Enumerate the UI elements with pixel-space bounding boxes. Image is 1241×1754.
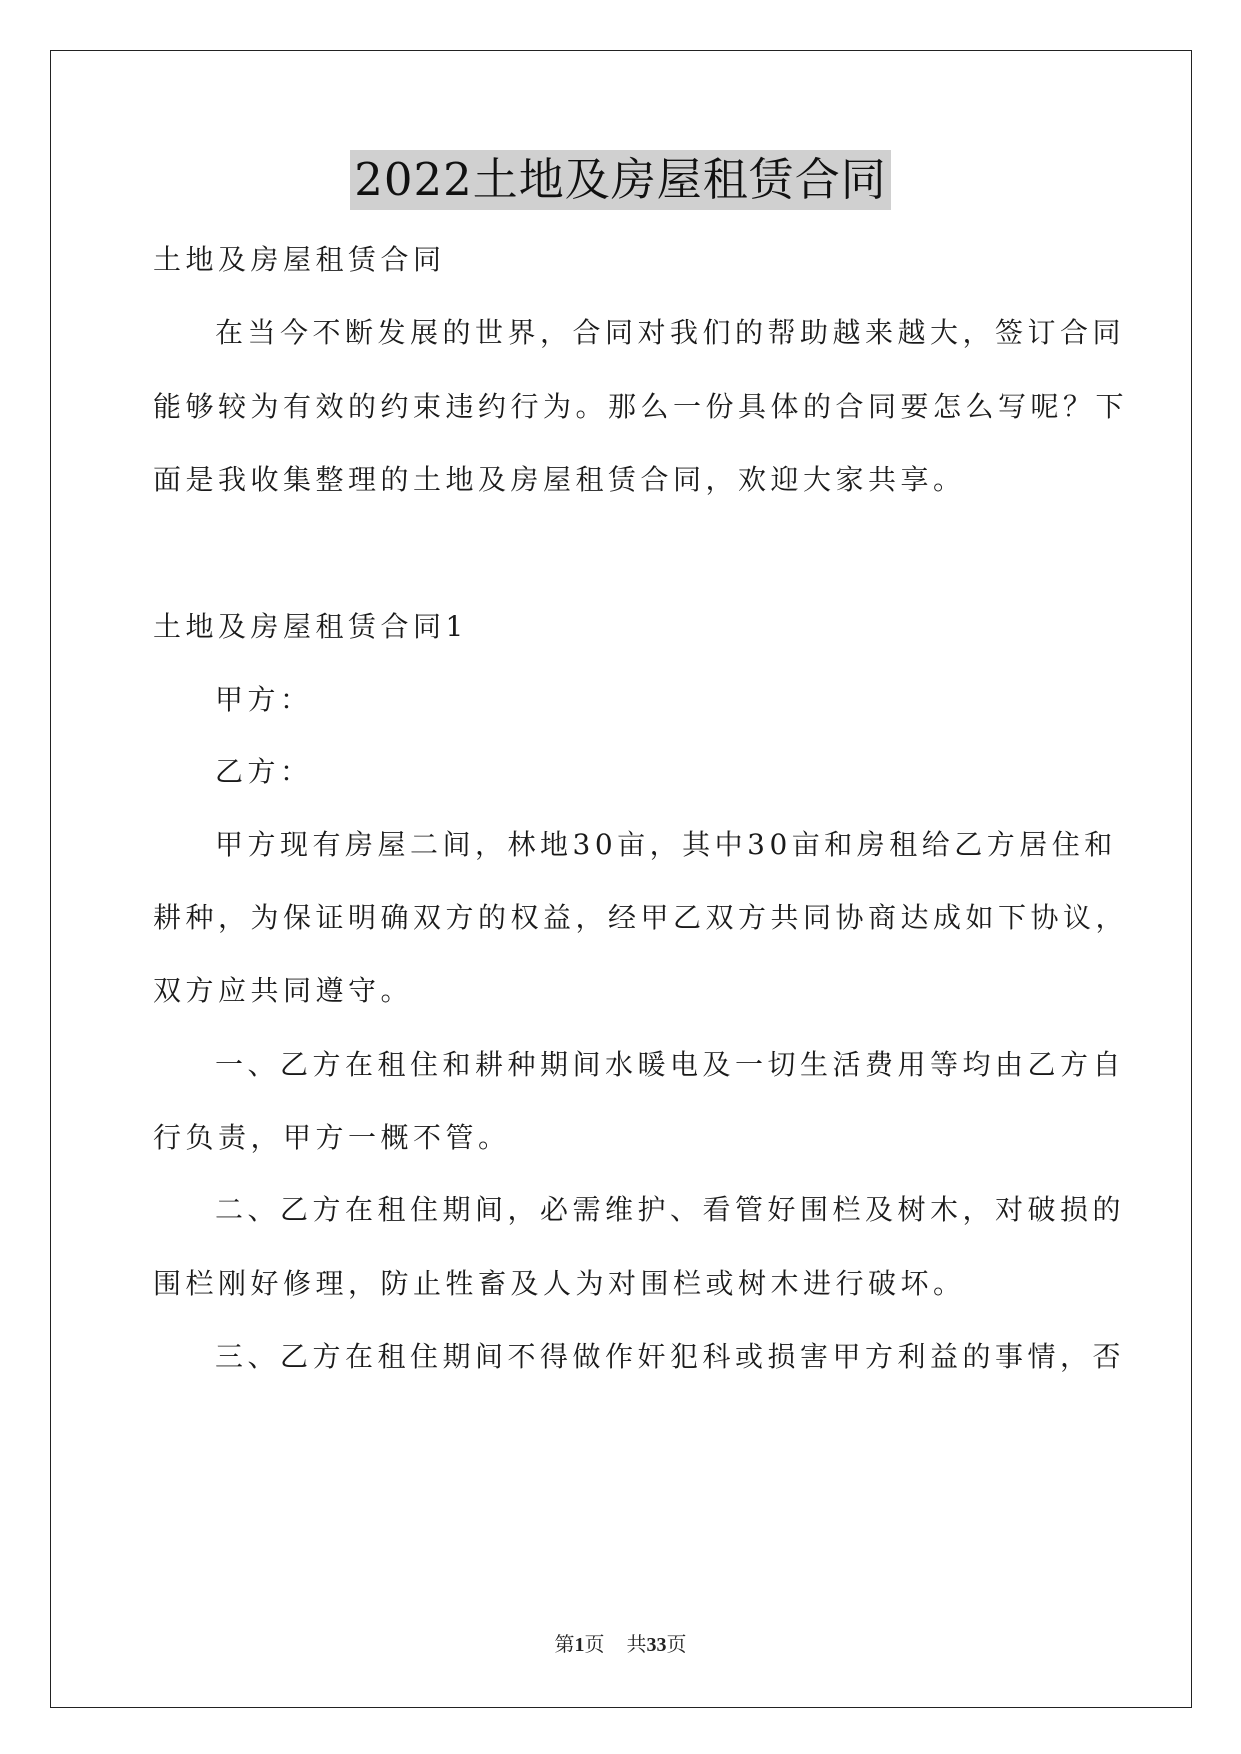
total-prefix: 共 [626,1634,647,1656]
title-container [0,150,1241,210]
clause-3-line-1: 三、乙方在租住期间不得做作奸犯科或损害甲方利益的事情，否 [215,1340,1126,1373]
page-border [50,50,1192,1708]
page-number: 1 [574,1634,585,1656]
clause-2-line-1: 二、乙方在租住期间，必需维护、看管好围栏及树木，对破损的 [215,1193,1126,1226]
body-line: 甲方现有房屋二间，林地30亩，其中30亩和房租给乙方居住和 [215,828,1117,861]
intro-line-1: 在当今不断发展的世界，合同对我们的帮助越来越大，签订合同 [215,316,1126,349]
party-a-line: 甲方： [215,683,313,716]
clause-1-line-2: 行负责，甲方一概不管。 [153,1121,511,1154]
total-suffix: 页 [666,1634,687,1656]
page-suffix: 页 [584,1634,605,1656]
page-footer [0,1628,1241,1657]
clause-1-line-1: 一、乙方在租住和耕种期间水暖电及一切生活费用等均由乙方自 [215,1048,1126,1081]
total-pages: 33 [646,1634,667,1656]
subtitle-line: 土地及房屋租赁合同 [153,243,446,276]
document-title: 2022土地及房屋租赁合同 [350,150,891,210]
party-b-line: 乙方： [215,755,313,788]
body-line: 双方应共同遵守。 [153,974,414,1007]
page-prefix: 第 [554,1634,575,1656]
section-heading: 土地及房屋租赁合同1 [153,610,468,643]
intro-line-2: 能够较为有效的约束违约行为。那么一份具体的合同要怎么写呢？下 [153,390,1129,423]
body-line: 耕种，为保证明确双方的权益，经甲乙双方共同协商达成如下协议， [153,901,1129,934]
intro-line-3: 面是我收集整理的土地及房屋租赁合同，欢迎大家共享。 [153,463,966,496]
clause-2-line-2: 围栏刚好修理，防止牲畜及人为对围栏或树木进行破坏。 [153,1267,966,1300]
